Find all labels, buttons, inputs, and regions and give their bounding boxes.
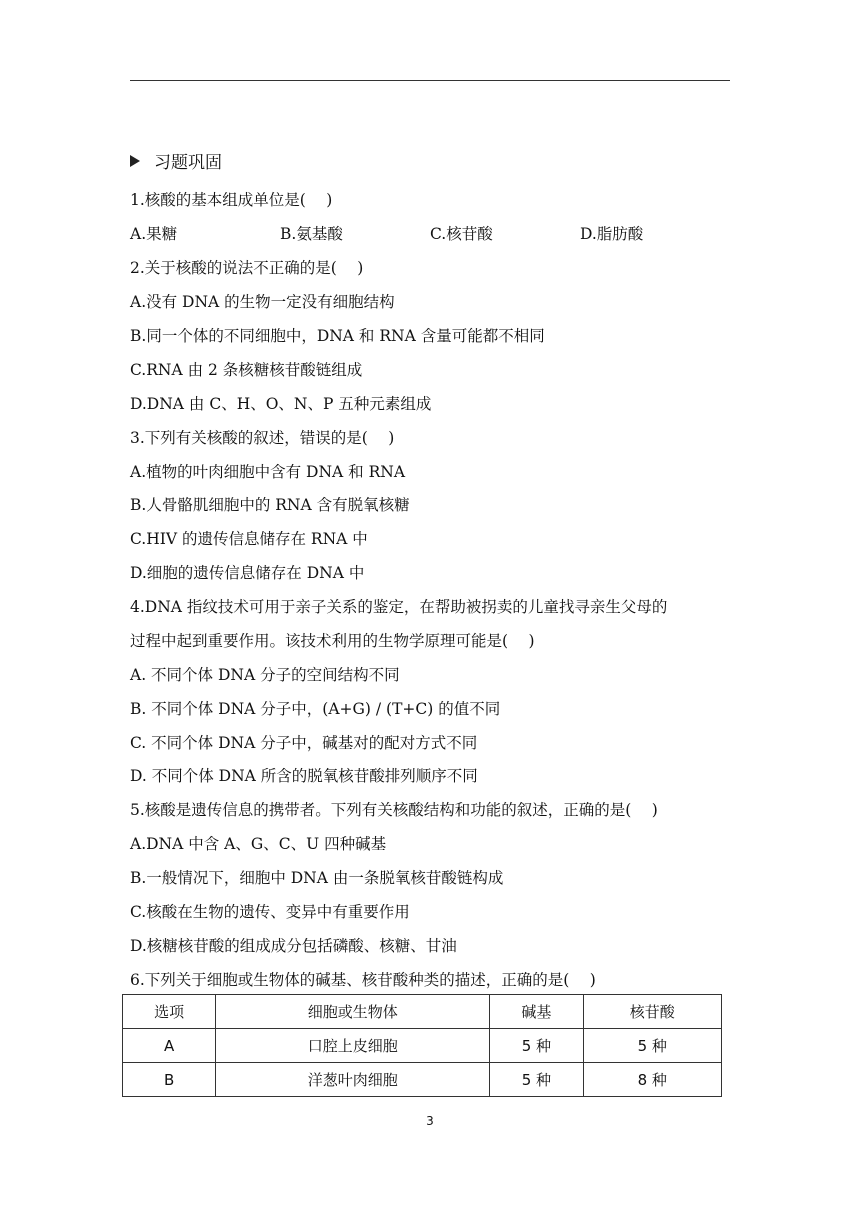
q5-option-a: A.DNA 中含 A、G、C、U 四种碱基 bbox=[130, 835, 387, 853]
q2-option-b: B.同一个体的不同细胞中，DNA 和 RNA 含量可能都不相同 bbox=[130, 327, 545, 345]
table-cell: 5 种 bbox=[583, 1029, 721, 1063]
table-header-cell: 核苷酸 bbox=[583, 995, 721, 1029]
q6-table bbox=[122, 994, 722, 1097]
table-cell: A bbox=[123, 1029, 216, 1063]
q5-stem: 5.核酸是遗传信息的携带者。下列有关核酸结构和功能的叙述，正确的是( ) bbox=[130, 801, 658, 819]
table-header-row bbox=[123, 995, 722, 1029]
page-number: 3 bbox=[426, 1114, 434, 1128]
q5-option-c: C.核酸在生物的遗传、变异中有重要作用 bbox=[130, 903, 410, 921]
q1-stem: 1.核酸的基本组成单位是( ) bbox=[130, 191, 333, 209]
q2-option-d: D.DNA 由 C、H、O、N、P 五种元素组成 bbox=[130, 395, 432, 413]
q1-option-b: B.氨基酸 bbox=[280, 225, 343, 243]
section-heading bbox=[130, 148, 222, 173]
table-cell: 洋葱叶肉细胞 bbox=[216, 1063, 490, 1097]
header-rule bbox=[130, 80, 730, 81]
q2-option-a: A.没有 DNA 的生物一定没有细胞结构 bbox=[130, 293, 395, 311]
q4-option-c: C. 不同个体 DNA 分子中，碱基对的配对方式不同 bbox=[130, 734, 478, 752]
q3-stem: 3.下列有关核酸的叙述，错误的是( ) bbox=[130, 429, 395, 447]
table-cell: 5 种 bbox=[490, 1063, 583, 1097]
table-cell: B bbox=[123, 1063, 216, 1097]
q3-option-d: D.细胞的遗传信息储存在 DNA 中 bbox=[130, 564, 365, 582]
table-header-cell: 细胞或生物体 bbox=[216, 995, 490, 1029]
q3-option-b: B.人骨骼肌细胞中的 RNA 含有脱氧核糖 bbox=[130, 496, 410, 514]
q2-stem: 2.关于核酸的说法不正确的是( ) bbox=[130, 259, 364, 277]
q4-stem-line1: 4.DNA 指纹技术可用于亲子关系的鉴定，在帮助被拐卖的儿童找寻亲生父母的 bbox=[130, 598, 668, 616]
q1-option-a: A.果糖 bbox=[130, 225, 178, 243]
q5-option-b: B.一般情况下，细胞中 DNA 由一条脱氧核苷酸链构成 bbox=[130, 869, 504, 887]
q4-option-d: D. 不同个体 DNA 所含的脱氧核苷酸排列顺序不同 bbox=[130, 767, 478, 785]
q4-stem-line2: 过程中起到重要作用。该技术利用的生物学原理可能是( ) bbox=[130, 632, 535, 650]
table-cell: 8 种 bbox=[583, 1063, 721, 1097]
table-header-cell: 碱基 bbox=[490, 995, 583, 1029]
table-row bbox=[123, 1063, 722, 1097]
table-cell: 5 种 bbox=[490, 1029, 583, 1063]
q5-option-d: D.核糖核苷酸的组成成分包括磷酸、核糖、甘油 bbox=[130, 937, 457, 955]
q1-option-d: D.脂肪酸 bbox=[580, 225, 644, 243]
table-row bbox=[123, 1029, 722, 1063]
q4-option-a: A. 不同个体 DNA 分子的空间结构不同 bbox=[130, 666, 400, 684]
q6-stem: 6.下列关于细胞或生物体的碱基、核苷酸种类的描述，正确的是( ) bbox=[130, 971, 596, 989]
table-cell: 口腔上皮细胞 bbox=[216, 1029, 490, 1063]
section-title: 习题巩固 bbox=[154, 153, 222, 173]
q2-option-c: C.RNA 由 2 条核糖核苷酸链组成 bbox=[130, 361, 363, 379]
q1-option-c: C.核苷酸 bbox=[430, 225, 493, 243]
q4-option-b: B. 不同个体 DNA 分子中，(A+G) / (T+C) 的值不同 bbox=[130, 700, 501, 718]
table-header-cell: 选项 bbox=[123, 995, 216, 1029]
arrow-bullet-icon bbox=[130, 155, 140, 167]
q3-option-a: A.植物的叶肉细胞中含有 DNA 和 RNA bbox=[130, 463, 406, 481]
q3-option-c: C.HIV 的遗传信息储存在 RNA 中 bbox=[130, 530, 368, 548]
